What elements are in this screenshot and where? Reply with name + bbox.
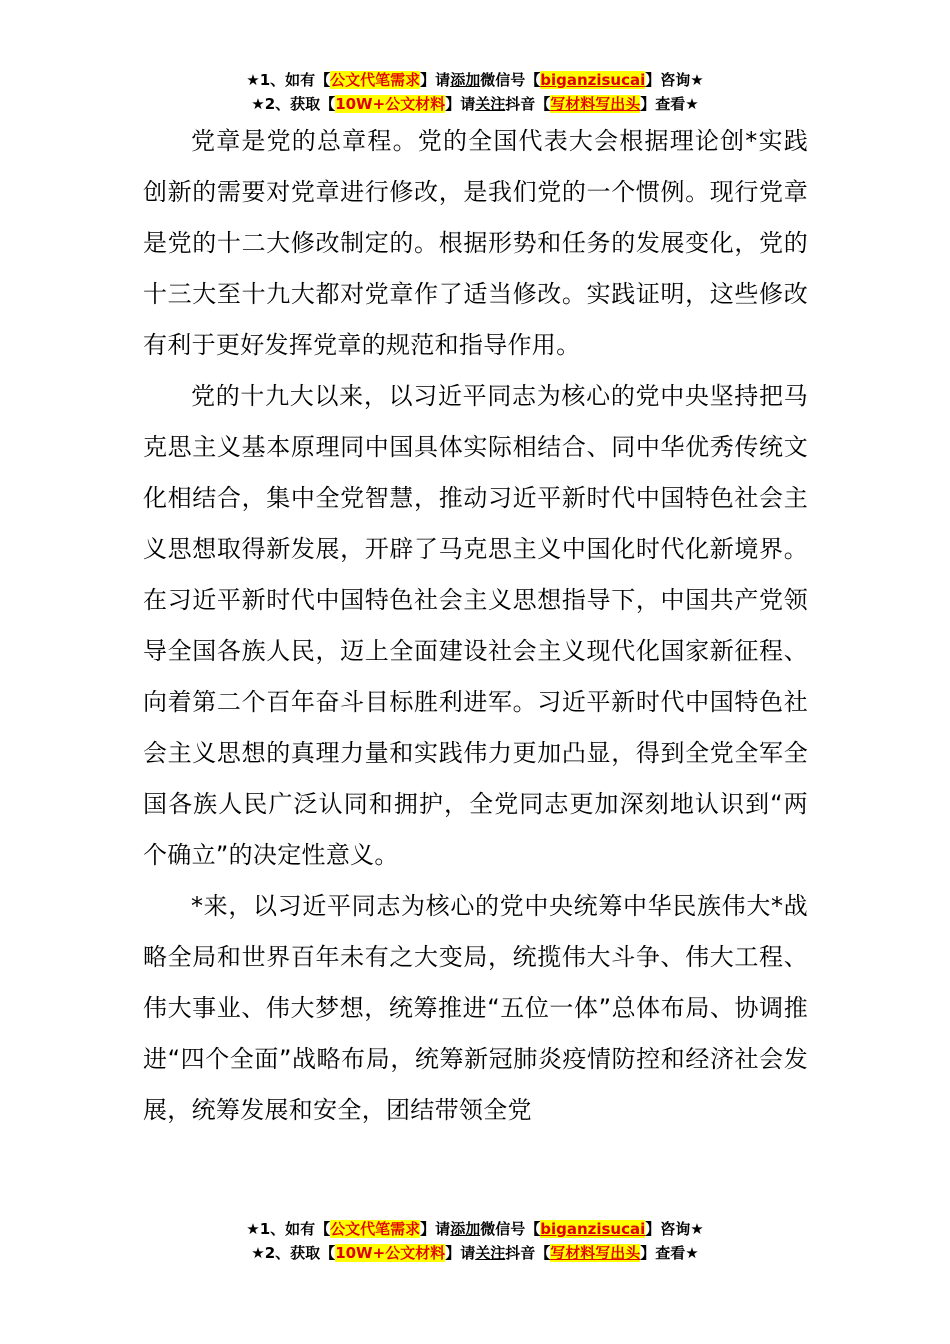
highlight-douyin: 写材料写出头 [550,1244,641,1262]
footer-banner [0,1217,950,1265]
highlight-wechat-id: biganzisucai [540,1220,646,1238]
banner-line-2: ★2、获取【10W+公文材料】请关注抖音【写材料写出头】查看★ [251,1244,699,1262]
banner-line-1: ★1、如有【公文代笔需求】请添加微信号【biganzisucai】咨询★ [246,1220,704,1238]
banner-line-2: ★2、获取【10W+公文材料】请关注抖音【写材料写出头】查看★ [251,95,699,113]
star-icon: ★ [246,71,260,89]
document-body [143,116,808,1136]
paragraph: 党章是党的总章程。党的全国代表大会根据理论创*实践创新的需要对党章进行修改，是我们党的一个惯例。现行党章是党的十二大修改制定的。根据形势和任务的发展变化，党的十三大至十九大都对党章作了适当修改。实践证明，这些修改有利于更好发挥党章的规范和指导作用。 [143,127,808,359]
highlight-materials: 10W+公文材料 [335,1244,446,1262]
star-icon: ★ [251,95,265,113]
highlight-ghostwriting: 公文代笔需求 [330,71,421,89]
star-icon: ★ [246,1220,260,1238]
highlight-materials: 10W+公文材料 [335,95,446,113]
star-icon: ★ [251,1244,265,1262]
paragraph: *来，以习近平同志为核心的党中央统筹中华民族伟大*战略全局和世界百年未有之大变局，统揽伟大斗争、伟大工程、伟大事业、伟大梦想，统筹推进“五位一体”总体布局、协调推进“四个全面”战略布局，统筹新冠肺炎疫情防控和经济社会发展，统筹发展和安全，团结带领全党 [143,892,808,1124]
paragraph: 党的十九大以来，以习近平同志为核心的党中央坚持把马克思主义基本原理同中国具体实际相结合、同中华优秀传统文化相结合，集中全党智慧，推动习近平新时代中国特色社会主义思想取得新发展，开辟了马克思主义中国化时代化新境界。在习近平新时代中国特色社会主义思想指导下，中国共产党领导全国各族人民，迈上全面建设社会主义现代化国家新征程、向着第二个百年奋斗目标胜利进军。习近平新时代中国特色社会主义思想的真理力量和实践伟力更加凸显，得到全党全军全国各族人民广泛认同和拥护，全党同志更加深刻地认识到“两个确立”的决定性意义。 [143,382,808,869]
highlight-ghostwriting: 公文代笔需求 [330,1220,421,1238]
header-banner [0,68,950,116]
highlight-wechat-id: biganzisucai [540,71,646,89]
highlight-douyin: 写材料写出头 [550,95,641,113]
banner-line-1: ★1、如有【公文代笔需求】请添加微信号【biganzisucai】咨询★ [246,71,704,89]
